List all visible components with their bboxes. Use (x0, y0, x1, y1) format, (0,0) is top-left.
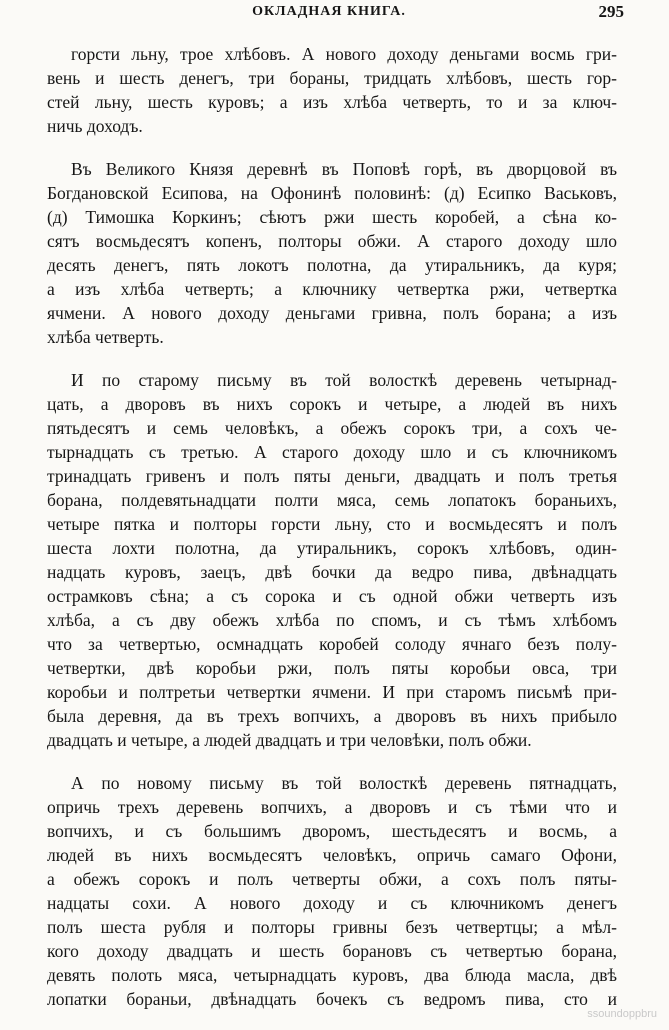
text-line: острамковъ сѣна; а съ сорока и съ одной обжи четверть изъ (47, 586, 617, 606)
text-line: была деревня, да въ трехъ вопчихъ, а дворовъ въ нихъ прибыло (47, 706, 617, 726)
text-line: полъ шеста рубля и полторы гривны безъ четвертцы; а мѣл- (47, 917, 617, 937)
text-line: стей льну, шесть куровъ; а изъ хлѣба четверть, то и за ключ- (47, 92, 617, 112)
text-line: хлѣба четверть. (47, 327, 164, 347)
text-line: а обежъ сорокъ и полъ четверты обжи, а сохъ полъ пяты- (47, 869, 617, 889)
text-line: И по старому письму въ той волосткѣ деревень четырнад- (71, 370, 617, 390)
running-title: ОКЛАДНАЯ КНИГА. (252, 4, 406, 19)
text-line: борана, полдевятьнадцати полти мяса, семь лопатокъ бораньихъ, (47, 490, 617, 510)
text-line: пятьдесятъ и семь человѣкъ, а обежъ сорокъ три, а сохъ че- (47, 418, 617, 438)
paragraph (47, 368, 617, 752)
text-line: тринадцать гривенъ и полъ пяты деньги, двадцать и полъ третья (47, 466, 617, 486)
text-line: А по новому письму въ той волосткѣ деревень пятнадцать, (71, 773, 617, 793)
text-line: девять полоть мяса, четырнадцать куровъ, два блюда масла, двѣ (47, 965, 617, 985)
text-line: вень и шесть денегъ, три бораны, тридцать хлѣбовъ, шесть гор- (47, 68, 617, 88)
text-line: коробьи и полтретьи четвертки ячмени. И при старомъ письмѣ при- (47, 682, 617, 702)
text-line: (д) Тимошка Коркинъ; сѣютъ ржи шесть коробей, а сѣна ко- (47, 207, 617, 227)
text-line: опричь трехъ деревень вопчихъ, а дворовъ и съ тѣми что и (47, 797, 617, 817)
text-line: хлѣба, а съ дву обежъ хлѣба по спомъ, и съ тѣмъ хлѣбомъ (47, 610, 617, 630)
text-line: Въ Великого Князя деревнѣ въ Поповѣ горѣ, въ дворцовой въ (71, 159, 617, 179)
text-line: что за четвертью, осмнадцать коробей солоду ячнаго безъ полу- (47, 634, 617, 654)
paragraph (47, 42, 617, 138)
text-line: сятъ восмьдесятъ копенъ, полторы обжи. А старого доходу шло (47, 231, 617, 251)
text-line: кого доходу двадцать и шесть борановъ съ четвертью борана, (47, 941, 617, 961)
body-text (47, 42, 617, 1030)
text-line: Богдановской Есипова, на Офонинѣ половинѣ: (д) Есипко Васьковъ, (47, 183, 617, 203)
text-line: четыре пятка и полторы горсти льну, сто и восмьдесятъ и полъ (47, 514, 617, 534)
page-number: 295 (598, 2, 624, 21)
watermark: ssoundoppbru (587, 1008, 657, 1020)
paragraph (47, 771, 617, 1011)
text-line: лопатки бораньи, двѣнадцать бочекъ съ ведромъ пива, сто и (47, 989, 617, 1009)
text-line: надцать куровъ, заецъ, двѣ бочки да ведро пива, двѣнадцать (47, 562, 617, 582)
text-line: ничь доходъ. (47, 116, 143, 136)
text-line: тырнадцать съ третью. А старого доходу шло и съ ключникомъ (47, 442, 617, 462)
running-head (40, 0, 624, 26)
text-line: четвертки, двѣ коробьи ржи, полъ пяты коробьи овса, три (47, 658, 617, 678)
text-line: горсти льну, трое хлѣбовъ. А нового доходу деньгами восмь гри- (71, 44, 617, 64)
text-line: двадцать и четыре, а людей двадцать и три человѣки, полъ обжи. (47, 730, 532, 750)
text-line: вопчихъ, и съ большимъ дворомъ, шестьдесятъ и восмь, а (47, 821, 617, 841)
paragraph (47, 157, 617, 349)
text-line: надцаты сохи. А нового доходу и съ ключникомъ денегъ (47, 893, 617, 913)
text-line: цать, а дворовъ въ нихъ сорокъ и четыре, а людей въ нихъ (47, 394, 617, 414)
text-line: а изъ хлѣба четверть; а ключнику четвертка ржи, четвертка (47, 279, 617, 299)
text-line: ячмени. А нового доходу деньгами гривна, полъ борана; а изъ (47, 303, 617, 323)
text-line: шеста лохти полотна, да утиральникъ, сорокъ хлѣбовъ, один- (47, 538, 617, 558)
text-line: десять денегъ, пять локотъ полотна, да утиральникъ, да куря; (47, 255, 617, 275)
text-line: людей въ нихъ восмьдесятъ человѣкъ, опричь самаго Офони, (47, 845, 617, 865)
